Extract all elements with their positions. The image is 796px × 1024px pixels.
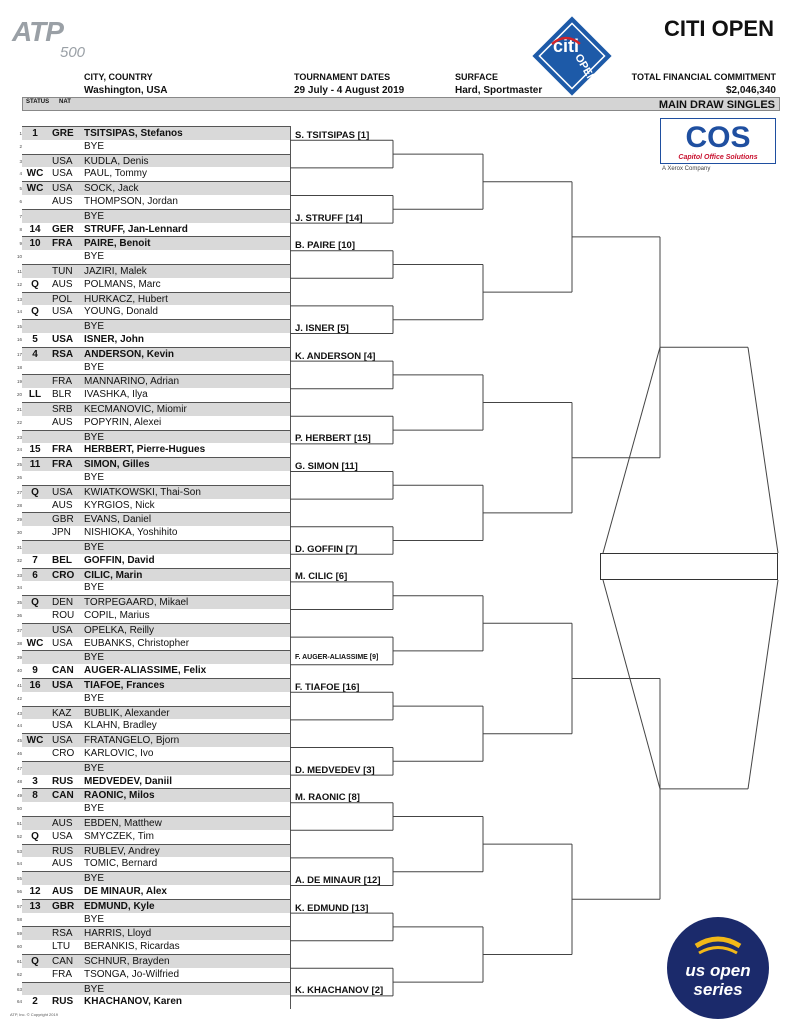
nationality: JPN xyxy=(52,527,71,539)
seed-status: 11 xyxy=(29,459,41,471)
dates-value: 29 July - 4 August 2019 xyxy=(294,85,405,96)
city-label: CITY, COUNTRY xyxy=(84,72,153,82)
player-name: KECMANOVIC, Miomir xyxy=(84,404,187,415)
seed-status: 13 xyxy=(29,900,41,912)
seed-status: 2 xyxy=(32,996,38,1008)
nationality: USA xyxy=(52,735,73,747)
round-two-player: J. ISNER [5] xyxy=(295,323,349,334)
player-name: BYE xyxy=(84,582,105,594)
nationality: USA xyxy=(52,183,73,195)
player-name: BYE xyxy=(84,431,105,443)
nationality: DEN xyxy=(52,597,74,609)
round-two-player: B. PAIRE [10] xyxy=(295,240,356,252)
seed-status: 14 xyxy=(29,223,41,235)
series-text: series xyxy=(693,980,743,999)
player-name: CILIC, Marin xyxy=(84,569,143,581)
draw-position: 25 xyxy=(16,462,22,468)
player-name: JAZIRI, Malek xyxy=(84,266,147,277)
draw-position: 48 xyxy=(16,778,22,784)
nationality: GBR xyxy=(52,900,75,912)
player-name: ISNER, John xyxy=(84,334,145,345)
seed-status: 7 xyxy=(32,554,38,566)
player-name: TSITSIPAS, Stefanos xyxy=(84,128,183,139)
nationality: CRO xyxy=(52,748,75,759)
player-name: POPYRIN, Alexei xyxy=(84,416,162,428)
draw-position: 52 xyxy=(16,833,22,839)
draw-position: 5 xyxy=(19,186,22,192)
nationality: RUS xyxy=(52,775,74,787)
draw-position: 21 xyxy=(16,407,22,412)
draw-position: 50 xyxy=(16,806,22,812)
nationality: RUS xyxy=(52,845,74,857)
nationality: AUS xyxy=(52,818,73,829)
seed-status: WC xyxy=(26,168,44,180)
nationality: GBR xyxy=(52,514,74,526)
nationality: RSA xyxy=(52,928,73,940)
dates-label: TOURNAMENT DATES xyxy=(294,72,391,82)
nationality: FRA xyxy=(52,968,72,980)
draw-position: 1 xyxy=(19,131,22,136)
round-two-player: P. HERBERT [15] xyxy=(295,433,371,445)
us-open-text: us open xyxy=(685,961,751,980)
nationality: POL xyxy=(52,293,73,305)
seed-status: Q xyxy=(31,830,39,842)
cos-logo-text: COS xyxy=(685,121,751,154)
round-two-player: D. GOFFIN [7] xyxy=(295,543,358,555)
player-name: HARRIS, Lloyd xyxy=(84,928,152,940)
cos-sponsor-logo xyxy=(660,118,776,164)
nationality: CAN xyxy=(52,790,74,802)
player-name: OPELKA, Reilly xyxy=(84,624,155,636)
tournament-title: CITI OPEN xyxy=(663,16,774,41)
draw-position: 4 xyxy=(19,171,22,177)
player-name: BYE xyxy=(84,803,105,815)
seed-status: 10 xyxy=(29,238,41,250)
player-name: FRATANGELO, Bjorn xyxy=(84,735,180,747)
draw-position: 17 xyxy=(16,351,22,357)
player-name: EUBANKS, Christopher xyxy=(84,637,190,649)
draw-position: 41 xyxy=(16,683,22,688)
draw-position: 13 xyxy=(16,296,22,302)
cos-name-text: Capitol Office Solutions xyxy=(678,154,758,161)
draw-position: 15 xyxy=(16,324,22,330)
player-name: BYE xyxy=(84,472,105,483)
nationality: BEL xyxy=(52,554,72,566)
nationality: SRB xyxy=(52,404,73,415)
player-name: BYE xyxy=(84,210,105,222)
nationality: AUS xyxy=(52,278,73,290)
citi-open-text: OPEN xyxy=(572,51,599,86)
surface-label: SURFACE xyxy=(455,72,499,82)
draw-position: 14 xyxy=(16,309,22,315)
player-name: BYE xyxy=(84,140,105,152)
player-name: BYE xyxy=(84,321,105,333)
champion-box xyxy=(600,553,778,580)
seed-status: Q xyxy=(31,486,39,498)
nationality: FRA xyxy=(52,376,72,388)
player-name: TIAFOE, Frances xyxy=(84,680,165,691)
round-two-player: F. AUGER-ALIASSIME [9] xyxy=(295,654,379,662)
player-name: BYE xyxy=(84,542,105,553)
round-two-player: F. TIAFOE [16] xyxy=(295,681,360,693)
nationality: USA xyxy=(52,637,73,649)
nationality: LTU xyxy=(52,941,71,953)
draw-position: 62 xyxy=(16,971,22,977)
player-name: BYE xyxy=(84,652,105,664)
copyright-text: ATP, Inc. © Copyright 2019 xyxy=(10,1012,58,1017)
atp-logo-text: ATP xyxy=(12,16,63,47)
player-name: KHACHANOV, Karen xyxy=(84,996,182,1008)
draw-position: 55 xyxy=(16,876,22,882)
draw-position: 9 xyxy=(19,241,22,247)
us-open-series-logo xyxy=(666,916,770,1020)
main-draw-label: MAIN DRAW SINGLES xyxy=(658,99,775,111)
seed-status: 9 xyxy=(32,665,38,677)
player-name: BYE xyxy=(84,692,105,704)
final-connector xyxy=(748,347,778,553)
round-two-player: G. SIMON [11] xyxy=(295,461,358,472)
draw-position: 28 xyxy=(16,502,22,508)
nationality: GER xyxy=(52,223,74,235)
player-name: ANDERSON, Kevin xyxy=(84,348,175,360)
nationality: AUS xyxy=(52,499,73,511)
draw-position: 33 xyxy=(16,572,22,578)
nationality: BLR xyxy=(52,389,72,401)
nationality: TUN xyxy=(52,266,73,277)
nationality: CRO xyxy=(52,569,75,581)
seed-status: 6 xyxy=(32,569,38,581)
draw-position: 39 xyxy=(16,655,22,661)
player-name: BYE xyxy=(84,873,105,885)
player-name: EVANS, Daniel xyxy=(84,514,152,526)
player-name: IVASHKA, Ilya xyxy=(84,389,148,401)
draw-position: 59 xyxy=(16,931,22,937)
nationality: USA xyxy=(52,830,73,842)
player-name: KLAHN, Bradley xyxy=(84,720,157,732)
draw-position: 24 xyxy=(16,447,22,453)
draw-position: 38 xyxy=(16,640,22,646)
draw-position: 6 xyxy=(19,199,22,204)
city-value: Washington, USA xyxy=(84,85,168,96)
status-column-header: STATUS xyxy=(26,99,50,105)
atp-level-text: 500 xyxy=(60,44,86,61)
player-name: MEDVEDEV, Daniil xyxy=(84,775,172,787)
nationality: RSA xyxy=(52,348,74,360)
nationality: USA xyxy=(52,680,74,691)
draw-position: 26 xyxy=(16,475,22,480)
nationality: USA xyxy=(52,155,73,167)
draw-position: 64 xyxy=(16,999,22,1005)
draw-position: 57 xyxy=(16,903,22,909)
seed-status: 5 xyxy=(32,334,38,345)
player-name: SCHNUR, Brayden xyxy=(84,956,170,967)
citi-logo-text: citi xyxy=(552,36,580,56)
round-two-player: M. RAONIC [8] xyxy=(295,792,360,804)
draw-position: 53 xyxy=(16,848,22,854)
nationality: FRA xyxy=(52,238,73,250)
nationality: AUS xyxy=(52,416,73,428)
player-name: EDMUND, Kyle xyxy=(84,900,155,912)
draw-position: 19 xyxy=(16,379,22,385)
player-name: COPIL, Marius xyxy=(84,610,150,621)
draw-position: 22 xyxy=(16,419,22,425)
player-name: RUBLEV, Andrey xyxy=(84,845,160,857)
xerox-tagline: A Xerox Company xyxy=(662,166,711,172)
nationality: RUS xyxy=(52,996,74,1008)
draw-position: 58 xyxy=(16,916,22,922)
draw-position: 63 xyxy=(16,986,22,992)
draw-position: 54 xyxy=(16,861,22,867)
draw-position: 60 xyxy=(16,944,22,950)
seed-status: Q xyxy=(31,278,39,290)
nationality: ROU xyxy=(52,610,75,621)
nationality: USA xyxy=(52,168,73,180)
draw-position: 11 xyxy=(17,269,22,274)
player-name: RAONIC, Milos xyxy=(84,790,155,802)
draw-position: 36 xyxy=(16,613,22,618)
seed-status: Q xyxy=(31,597,39,609)
player-name: GOFFIN, David xyxy=(84,554,155,566)
player-name: BYE xyxy=(84,251,105,263)
round-two-player: K. ANDERSON [4] xyxy=(295,350,376,362)
nationality: CAN xyxy=(52,665,74,677)
player-name: BYE xyxy=(84,361,105,373)
nationality: CAN xyxy=(52,956,74,967)
player-name: SOCK, Jack xyxy=(84,183,139,195)
surface-value: Hard, Sportmaster xyxy=(455,85,543,96)
player-name: HERBERT, Pierre-Hugues xyxy=(84,444,206,456)
player-name: SIMON, Gilles xyxy=(84,459,150,471)
round-two-player: M. CILIC [6] xyxy=(295,571,348,583)
final-connector xyxy=(603,580,660,789)
player-name: BYE xyxy=(84,762,105,774)
seed-status: 15 xyxy=(29,444,41,456)
player-name: PAUL, Tommy xyxy=(84,168,147,180)
nationality: FRA xyxy=(52,444,73,456)
draw-position: 10 xyxy=(16,254,22,260)
player-name: BYE xyxy=(84,913,105,925)
nationality: USA xyxy=(52,334,74,345)
player-name: KUDLA, Denis xyxy=(84,155,149,167)
player-name: POLMANS, Marc xyxy=(84,278,161,290)
final-connector xyxy=(748,580,778,789)
player-name: NISHIOKA, Yoshihito xyxy=(84,527,178,539)
player-name: DE MINAUR, Alex xyxy=(84,886,167,897)
commitment-label: TOTAL FINANCIAL COMMITMENT xyxy=(631,72,776,82)
seed-status: WC xyxy=(26,735,44,747)
player-name: STRUFF, Jan-Lennard xyxy=(84,223,188,235)
player-name: KWIATKOWSKI, Thai-Son xyxy=(84,486,201,498)
nationality: AUS xyxy=(52,886,74,897)
draw-position: 35 xyxy=(16,600,22,606)
round-two-player: K. KHACHANOV [2] xyxy=(295,985,384,997)
player-name: YOUNG, Donald xyxy=(84,306,158,318)
seed-status: Q xyxy=(31,306,39,318)
draw-position: 23 xyxy=(16,434,22,440)
draw-position: 32 xyxy=(16,557,22,563)
player-name: TSONGA, Jo-Wilfried xyxy=(84,968,180,980)
draw-position: 47 xyxy=(16,765,22,771)
nationality: USA xyxy=(52,306,73,318)
draw-position: 49 xyxy=(16,793,22,799)
nationality: AUS xyxy=(52,858,73,870)
draw-position: 18 xyxy=(16,364,22,370)
player-name: KARLOVIC, Ivo xyxy=(84,748,154,759)
draw-position: 8 xyxy=(19,226,22,232)
draw-position: 42 xyxy=(16,695,22,701)
nationality: FRA xyxy=(52,459,73,471)
seed-status: WC xyxy=(26,183,44,195)
player-name: BUBLIK, Alexander xyxy=(84,707,170,719)
player-name: PAIRE, Benoit xyxy=(84,238,151,250)
seed-status: 16 xyxy=(29,680,41,691)
seed-status: LL xyxy=(28,389,42,401)
player-name: THOMPSON, Jordan xyxy=(84,196,178,207)
seed-status: 12 xyxy=(29,886,41,897)
draw-position: 34 xyxy=(16,585,22,591)
draw-position: 43 xyxy=(16,710,22,716)
draw-position: 27 xyxy=(16,489,22,495)
player-name: KYRGIOS, Nick xyxy=(84,499,155,511)
draw-position: 3 xyxy=(19,158,22,164)
seed-status: 4 xyxy=(32,348,38,360)
seed-status: 3 xyxy=(32,775,38,787)
round-two-player: D. MEDVEDEV [3] xyxy=(295,764,375,776)
nationality: USA xyxy=(52,486,73,498)
nationality: KAZ xyxy=(52,707,72,719)
draw-position: 29 xyxy=(16,517,22,523)
nationality: AUS xyxy=(52,196,73,207)
player-name: HURKACZ, Hubert xyxy=(84,293,168,305)
draw-position: 40 xyxy=(16,668,22,674)
draw-position: 37 xyxy=(16,627,22,633)
draw-position: 12 xyxy=(16,281,22,287)
round-two-player: J. STRUFF [14] xyxy=(295,212,363,224)
draw-position: 31 xyxy=(16,545,22,550)
draw-position: 56 xyxy=(16,889,22,894)
nationality: GRE xyxy=(52,128,74,139)
player-name: BERANKIS, Ricardas xyxy=(84,941,180,953)
final-connector xyxy=(603,347,660,553)
draw-position: 46 xyxy=(16,751,22,756)
player-name: TOMIC, Bernard xyxy=(84,858,158,870)
draw-position: 30 xyxy=(16,530,22,536)
player-name: EBDEN, Matthew xyxy=(84,818,162,829)
round-two-player: K. EDMUND [13] xyxy=(295,902,369,914)
commitment-value: $2,046,340 xyxy=(725,85,776,96)
draw-position: 61 xyxy=(16,959,22,964)
player-name: SMYCZEK, Tim xyxy=(84,830,155,842)
player-name: MANNARINO, Adrian xyxy=(84,376,180,388)
draw-position: 7 xyxy=(19,213,22,219)
seed-status: 8 xyxy=(32,790,38,802)
nationality: USA xyxy=(52,720,73,732)
player-name: TORPEGAARD, Mikael xyxy=(84,597,189,609)
nationality: USA xyxy=(52,624,73,636)
draw-position: 45 xyxy=(16,738,22,744)
draw-position: 16 xyxy=(16,337,22,342)
seed-status: WC xyxy=(26,637,44,649)
round-two-player: S. TSITSIPAS [1] xyxy=(295,129,370,141)
player-name: BYE xyxy=(84,983,105,995)
player-name: AUGER-ALIASSIME, Felix xyxy=(84,665,207,677)
draw-position: 51 xyxy=(16,821,22,826)
seed-status: 1 xyxy=(32,128,38,139)
seed-status: Q xyxy=(31,956,39,967)
draw-position: 2 xyxy=(19,143,22,149)
draw-position: 20 xyxy=(16,392,22,398)
round-two-player: A. DE MINAUR [12] xyxy=(295,875,381,886)
nat-column-header: NAT xyxy=(59,99,71,105)
draw-position: 44 xyxy=(16,723,22,729)
